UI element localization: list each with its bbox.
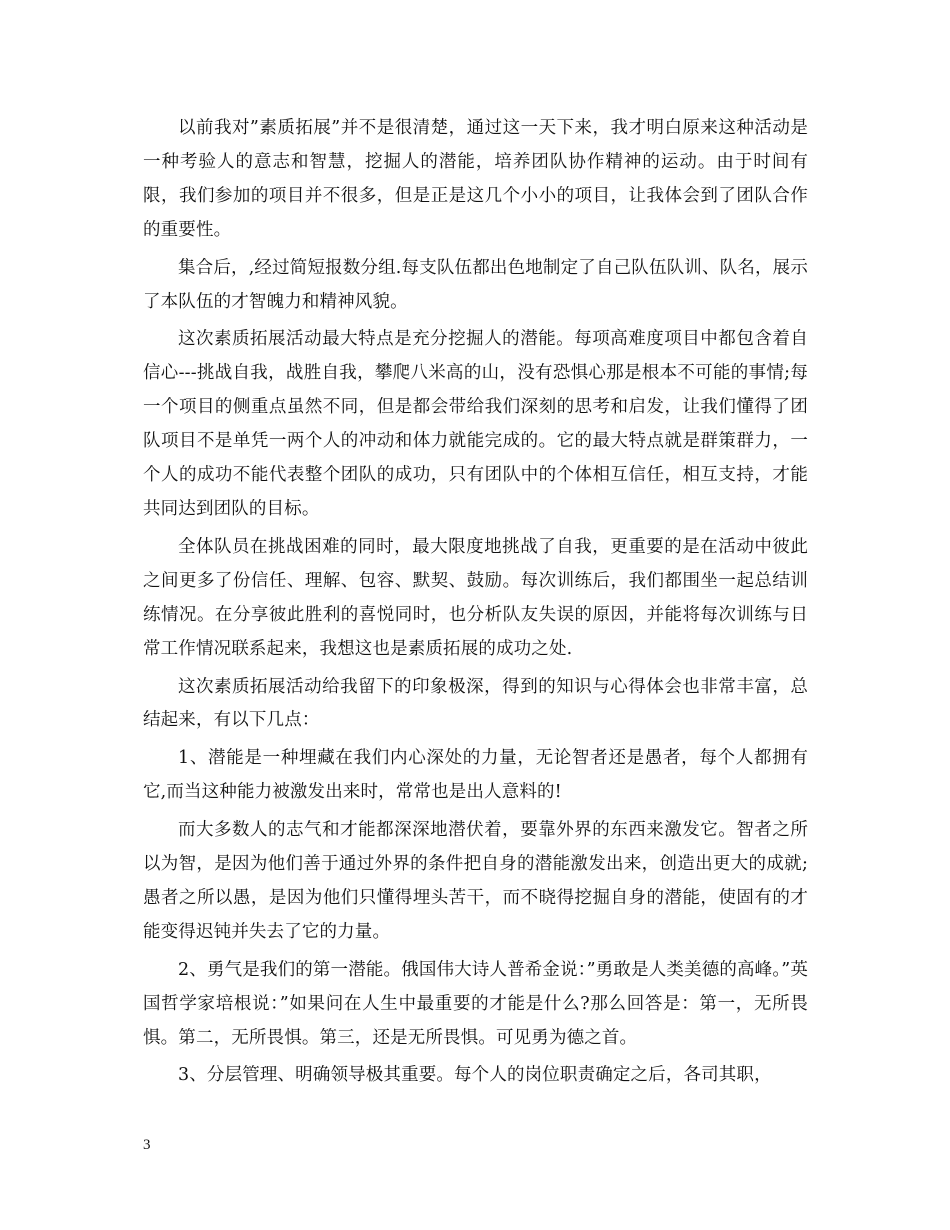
paragraph-2: 集合后，,经过简短报数分组.每支队伍都出色地制定了自己队伍队训、队名，展示了本队伍的才智魄力和精神风貌。 xyxy=(143,257,808,312)
paragraph-1: 以前我对”素质拓展”并不是很清楚，通过这一天下来，我才明白原来这种活动是一种考验人的意志和智慧，挖掘人的潜能，培养团队协作精神的运动。由于时间有限，我们参加的项目并不很多，但是正是这几个小小的项目，让我体会到了团队合作的重要性。 xyxy=(143,118,808,240)
paragraph-8: 2、勇气是我们的第一潜能。俄国伟大诗人普希金说：”勇敢是人类美德的高峰。”英国哲学家培根说：”如果问在人生中最重要的才能是什么?那么回答是：第一，无所畏惧。第二，无所畏惧。第三，还是无所畏惧。可见勇为德之首。 xyxy=(143,959,808,1048)
paragraph-9: 3、分层管理、明确领导极其重要。每个人的岗位职责确定之后，各司其职， xyxy=(178,1065,772,1086)
paragraph-6: 1、潜能是一种埋藏在我们内心深处的力量，无论智者还是愚者，每个人都拥有它,而当这种能力被激发出来时，常常也是出人意料的! xyxy=(143,748,808,803)
paragraph-3: 这次素质拓展活动最大特点是充分挖掘人的潜能。每项高难度项目中都包含着自信心---挑战自我，战胜自我，攀爬八米高的山，没有恐惧心那是根本不可能的事情;每一个项目的侧重点虽然不同，但是都会带给我们深刻的思考和启发，让我们懂得了团队项目不是单凭一两个人的冲动和体力就能完成的。它的最大特点就是群策群力，一个人的成功不能代表整个团队的成功，只有团队中的个体相互信任，相互支持，才能共同达到团队的目标。 xyxy=(143,329,808,519)
page-number: 3 xyxy=(143,1137,151,1153)
paragraph-4: 全体队员在挑战困难的同时，最大限度地挑战了自我，更重要的是在活动中彼此之间更多了份信任、理解、包容、默契、鼓励。每次训练后，我们都围坐一起总结训练情况。在分享彼此胜利的喜悦同时，也分析队友失误的原因，并能将每次训练与日常工作情况联系起来，我想这也是素质拓展的成功之处. xyxy=(143,536,808,659)
paragraph-7: 而大多数人的志气和才能都深深地潜伏着，要靠外界的东西来激发它。智者之所以为智，是因为他们善于通过外界的条件把自身的潜能激发出来，创造出更大的成就;愚者之所以愚，是因为他们只懂得埋头苦干，而不晓得挖掘自身的潜能，使固有的才能变得迟钝并失去了它的力量。 xyxy=(143,820,808,942)
paragraph-5: 这次素质拓展活动给我留下的印象极深，得到的知识与心得体会也非常丰富，总结起来，有以下几点： xyxy=(143,676,808,731)
body-text xyxy=(143,112,808,1097)
